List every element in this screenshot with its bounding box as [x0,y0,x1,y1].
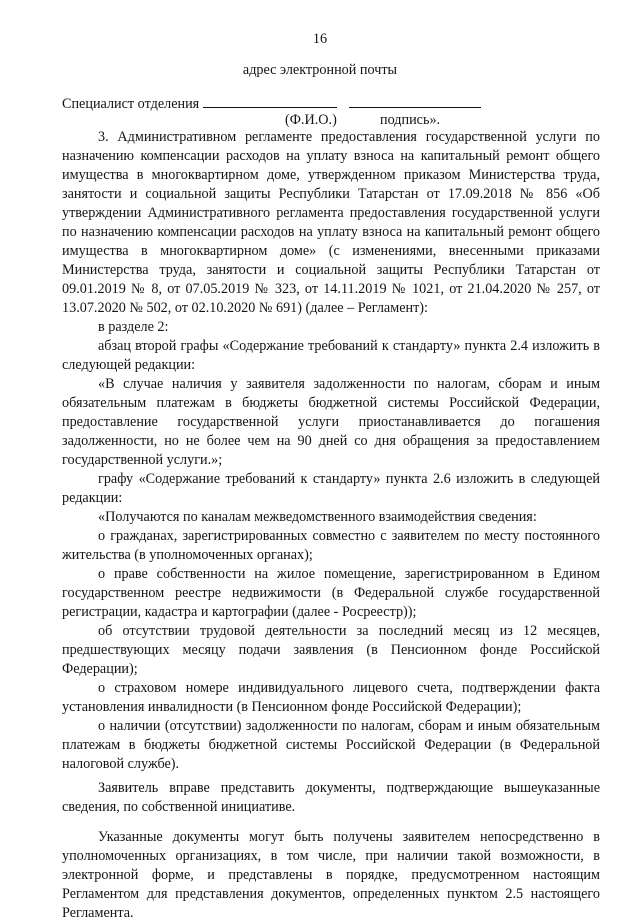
paragraph-employment: об отсутствии трудовой деятельности за последний месяц из 12 месяцев, предшествующих месяцу подачи заявления (в Пенсионном фонде Российской Федерации); [62,623,600,677]
paragraph-own-initiative: Заявитель вправе представить документы, подтверждающие вышеуказанные сведения, по собственной инициативе. [62,780,600,815]
signature-blank [349,95,481,108]
document-body [62,128,600,923]
paragraph-regulation: 3. Административном регламенте предоставления государственной услуги по назначению компенсации расходов на уплату взноса на капитальный ремонт общего имущества в многоквартирном доме, утвержденном приказом Министерства труда, занятости и социальной защиты Республики Татарстан от 17.09.2018 № 856 «Об утверждении Административного регламента предоставления государственной услуги по назначению компенсации расходов на уплату взноса на капитальный ремонт общего имущества в многоквартирном доме» (с изменениями, внесенными приказами Министерства труда, занятости и социальной защиты Республики Татарстан от 09.01.2019 № 8, от 07.05.2019 № 323, от 14.11.2019 № 1021, от 21.04.2020 № 257, от 13.07.2020 № 502, от 02.10.2020 № 691) (далее – Регламент): [62,129,600,316]
specialist-label: Специалист отделения [62,96,200,112]
page-number: 16 [312,31,328,47]
signature-caption: подпись». [380,112,441,128]
email-line: адрес электронной почты [242,62,398,78]
paragraph-snils: о страховом номере индивидуального лицевого счета, подтверждении факта установления инвалидности (в Пенсионном фонде Российской Федерации); [62,680,600,715]
paragraph-section-2: в разделе 2: [98,319,169,335]
fio-caption: (Ф.И.О.) [285,112,337,128]
paragraph-documents: Указанные документы могут быть получены заявителем непосредственно в уполномоченных организациях, в том числе, при наличии такой возможности, в электронной форме, и представлены в порядке, предусмотренном настоящим Регламентом для представления документов, определенных пунктом 2.5 настоящего Регламента. [62,829,600,921]
paragraph-tax-debt: о наличии (отсутствии) задолженности по налогам, сборам и иным обязательным платежам в бюджеты бюджетной системы Российской Федерации (в Федеральной налоговой службе). [62,718,600,772]
paragraph-item-2-4: абзац второй графы «Содержание требований к стандарту» пункта 2.4 изложить в следующей редакции: [62,338,600,373]
paragraph-ownership: о праве собственности на жилое помещение, зарегистрированном в Едином государственном реестре недвижимости (в Федеральной службе государственной регистрации, кадастра и картографии (далее - Росреестр)); [62,566,600,620]
fio-blank [203,95,337,108]
paragraph-item-2-6: графу «Содержание требований к стандарту» пункта 2.6 изложить в следующей редакции: [62,471,600,506]
paragraph-co-residents: о гражданах, зарегистрированных совместно с заявителем по месту постоянного жительства (в уполномоченных органах); [62,528,600,563]
paragraph-debt-quote: «В случае наличия у заявителя задолженности по налогам, сборам и иным обязательным платежам в бюджеты бюджетной системы Российской Федерации, предоставление государственной услуги приостанавливается до погашения задолженности, но не более чем на 90 дней со дня обращения за предоставлением государственной услуги.»; [62,376,600,468]
paragraph-interagency: «Получаются по каналам межведомственного взаимодействия сведения: [98,509,537,525]
